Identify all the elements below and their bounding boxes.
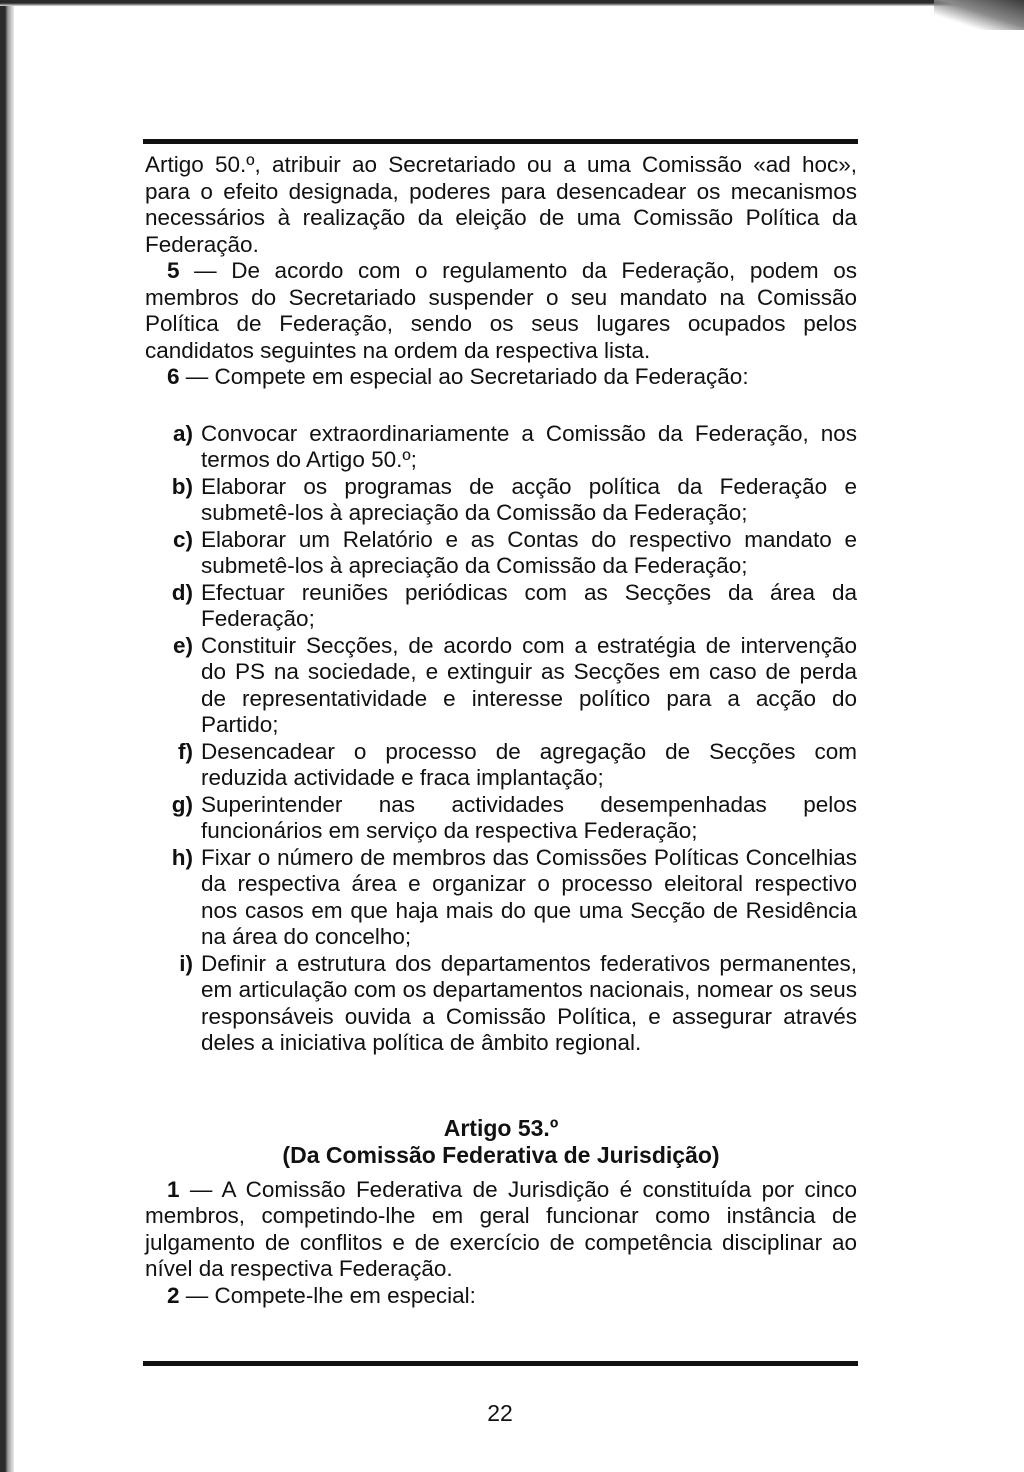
list-item xyxy=(145,739,857,792)
list-item xyxy=(145,845,857,951)
list-item xyxy=(145,633,857,739)
list-marker: e) xyxy=(172,632,193,658)
article-heading xyxy=(145,1115,857,1169)
list-marker: a) xyxy=(172,420,193,446)
paragraph-number: 5 xyxy=(167,258,180,283)
paragraph-6 xyxy=(145,364,857,391)
article-53-paragraph-1 xyxy=(145,1177,857,1283)
paragraph-text: — A Comissão Federativa de Jurisdição é constituída por cinco membros, competindo-lhe em geral funcionar como instância de julgamento de conflitos e de exercício de competência disciplinar ao nível da respectiva Federação. xyxy=(145,1176,857,1281)
list-item xyxy=(145,792,857,845)
list-item-text: Elaborar os programas de acção política da Federação e submetê-los à apreciação da Comissão da Federação; xyxy=(201,473,857,525)
paragraph-5 xyxy=(145,258,857,364)
paragraph-text: — Compete em especial ao Secretariado da Federação: xyxy=(179,364,749,389)
list-item xyxy=(145,474,857,527)
article-subtitle: (Da Comissão Federativa de Jurisdição) xyxy=(282,1141,720,1168)
article-53-paragraph-2 xyxy=(145,1283,857,1310)
paragraph-text: — Compete-lhe em especial: xyxy=(179,1282,476,1308)
list-item-text: Superintender nas actividades desempenhadas pelos funcionários em serviço da respectiva Federação; xyxy=(201,791,857,843)
list-item-text: Desencadear o processo de agregação de Secções com reduzida actividade e fraca implantação; xyxy=(201,738,857,790)
page-number: 22 xyxy=(487,1400,513,1426)
list-item-text: Elaborar um Relatório e as Contas do respectivo mandato e submetê-los à apreciação da Comissão da Federação; xyxy=(201,526,857,578)
paragraph-number: 2 xyxy=(167,1282,180,1308)
paragraph-text: — De acordo com o regulamento da Federação, podem os membros do Secretariado suspender o seu mandato na Comissão Política de Federação, sendo os seus lugares ocupados pelos candidatos seguintes na ordem da respectiva lista. xyxy=(145,258,857,363)
list-item-text: Efectuar reuniões periódicas com as Secções da área da Federação; xyxy=(201,579,857,631)
list-item xyxy=(145,580,857,633)
list-marker: c) xyxy=(172,526,193,552)
opening-paragraph: Artigo 50.º, atribuir ao Secretariado ou a uma Comissão «ad hoc», para o efeito designada, poderes para desencadear os mecanismos necessários à realização da eleição de uma Comissão Política da Federação. xyxy=(145,152,857,257)
list-item xyxy=(145,951,857,1057)
scan-border-top xyxy=(0,0,1024,6)
list-marker: d) xyxy=(171,579,193,605)
list-marker: g) xyxy=(171,791,193,817)
scan-corner-shadow xyxy=(934,0,1024,30)
list-item-text: Constituir Secções, de acordo com a estratégia de intervenção do PS na sociedade, e extinguir as Secções em caso de perda de representatividade e interesse político para a acção do Partido; xyxy=(201,632,857,737)
paragraph-number: 1 xyxy=(167,1176,180,1202)
list-item-text: Definir a estrutura dos departamentos federativos permanentes, em articulação com os departamentos nacionais, nomear os seus responsáveis ouvida a Comissão Política, e assegurar através deles a iniciativa política de âmbito regional. xyxy=(201,950,857,1055)
list-item xyxy=(145,527,857,580)
page-body xyxy=(145,152,857,1309)
top-rule xyxy=(143,139,858,144)
bottom-rule xyxy=(143,1361,858,1366)
list-item-text: Convocar extraordinariamente a Comissão da Federação, nos termos do Artigo 50.º; xyxy=(201,420,857,472)
paragraph-number: 6 xyxy=(167,364,180,389)
list-item xyxy=(145,421,857,474)
list-marker: h) xyxy=(171,844,193,870)
list-marker: b) xyxy=(171,473,193,499)
list-marker: i) xyxy=(179,950,193,976)
competences-list xyxy=(145,421,857,1057)
article-title: Artigo 53.º xyxy=(443,1114,559,1141)
scan-border-left xyxy=(0,0,14,1472)
list-marker: f) xyxy=(178,738,193,764)
list-item-text: Fixar o número de membros das Comissões Políticas Concelhias da respectiva área e organizar o processo eleitoral respectivo nos casos em que haja mais do que uma Secção de Residência na área do concelho; xyxy=(201,844,857,949)
